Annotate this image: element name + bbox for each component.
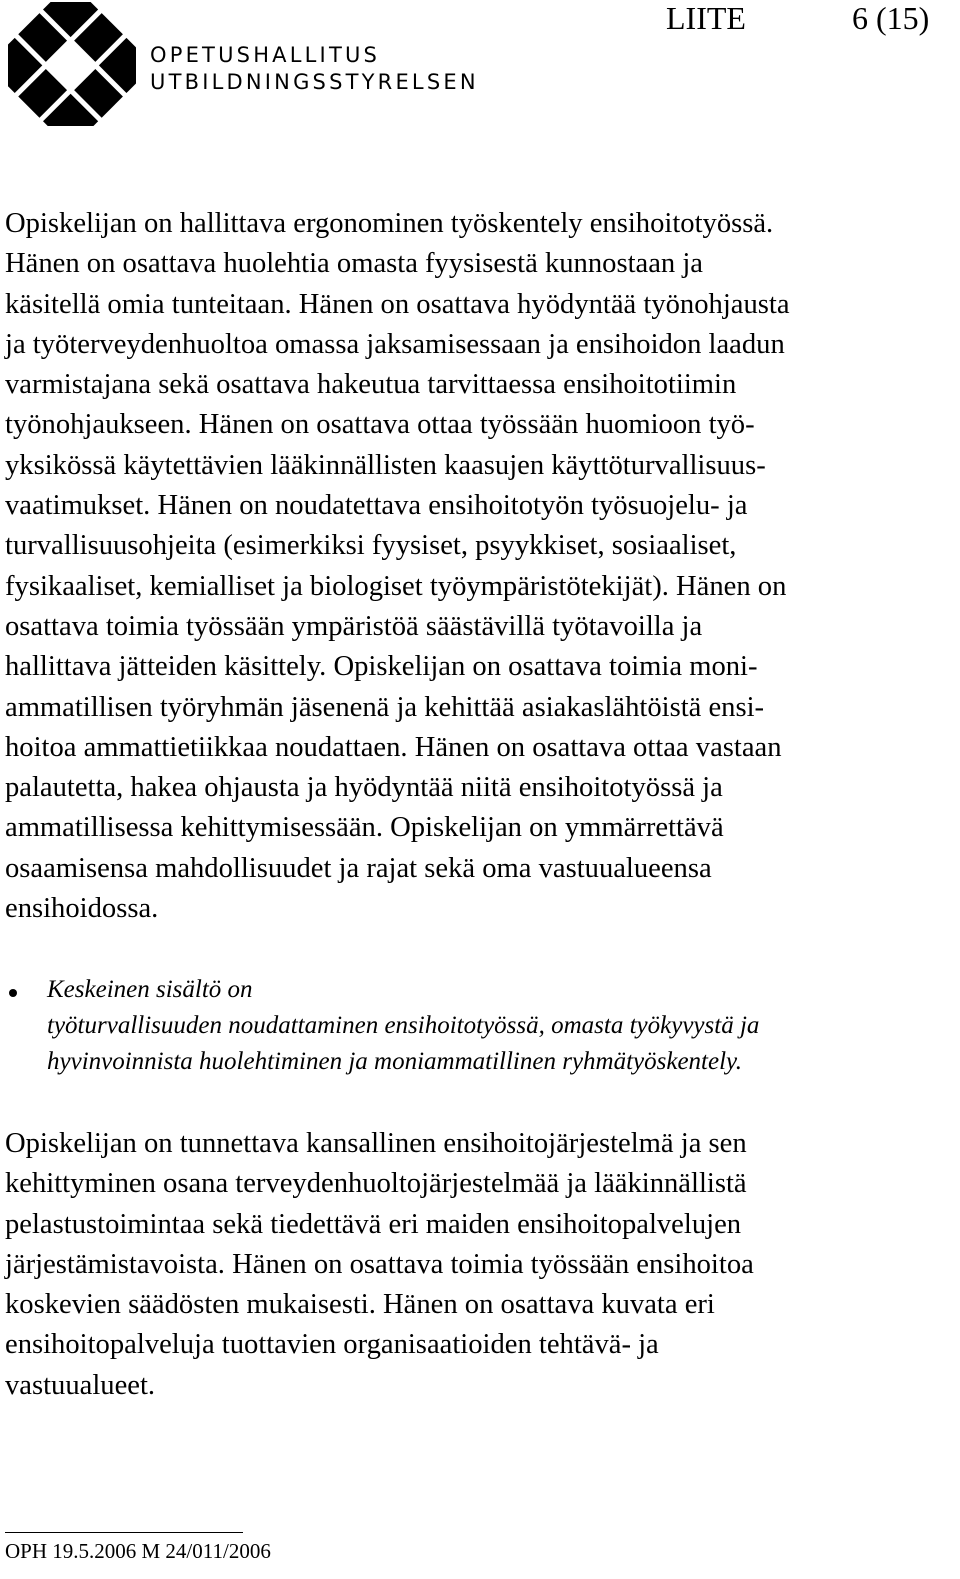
footer-reference: OPH 19.5.2006 M 24/011/2006 bbox=[5, 1539, 271, 1563]
text-line: hoitoa ammattietiikkaa noudattaen. Hänen on osattava ottaa vastaan bbox=[5, 731, 782, 763]
key-content-line: työturvallisuuden noudattaminen ensihoitotyössä, omasta työkyvystä ja bbox=[47, 1012, 760, 1039]
text-line: kehittyminen osana terveydenhuoltojärjestelmää ja lääkinnällistä bbox=[5, 1168, 747, 1200]
paragraph-emergency-care-system bbox=[5, 1124, 955, 1406]
text-line: Hänen on osattava huolehtia omasta fyysisestä kunnostaan ja bbox=[5, 248, 703, 280]
text-line: varmistajana sekä osattava hakeutua tarvittaessa ensihoitotiimin bbox=[5, 369, 737, 401]
footer-divider bbox=[5, 1532, 243, 1533]
organization-name-finnish: OPETUSHALLITUS bbox=[150, 43, 381, 67]
bullet-dot-icon bbox=[9, 989, 17, 997]
paragraph-ergonomics bbox=[5, 204, 955, 929]
text-line: järjestämistavoista. Hänen on osattava toimia työssään ensihoitoa bbox=[5, 1248, 754, 1280]
text-line: käsitellä omia tunteitaan. Hänen on osattava hyödyntää työnohjausta bbox=[5, 288, 790, 320]
text-line: vastuualueet. bbox=[5, 1369, 156, 1401]
text-line: vaatimukset. Hänen on noudatettava ensihoitotyön työsuojelu- ja bbox=[5, 490, 748, 522]
text-line: pelastustoimintaa sekä tiedettävä eri maiden ensihoitopalvelujen bbox=[5, 1208, 742, 1240]
opetushallitus-diamond-logo-icon bbox=[8, 2, 136, 126]
text-line: osattava toimia työssään ympäristöä säästävillä työtavoilla ja bbox=[5, 610, 703, 642]
text-line: työnohjaukseen. Hänen on osattava ottaa työssään huomioon työ- bbox=[5, 409, 755, 441]
text-line: fysikaaliset, kemialliset ja biologiset työympäristötekijät). Hänen on bbox=[5, 570, 787, 602]
text-line: ensihoitopalveluja tuottavien organisaatioiden tehtävä- ja bbox=[5, 1329, 659, 1361]
text-line: Opiskelijan on hallittava ergonominen työskentely ensihoitotyössä. bbox=[5, 208, 774, 239]
text-line: koskevien säädösten mukaisesti. Hänen on osattava kuvata eri bbox=[5, 1289, 715, 1321]
appendix-label: LIITE bbox=[666, 0, 746, 36]
text-line: palautetta, hakea ohjausta ja hyödyntää niitä ensihoitotyössä ja bbox=[5, 772, 723, 804]
text-line: ensihoidossa. bbox=[5, 893, 159, 925]
key-content-text bbox=[47, 972, 759, 1080]
text-line: Opiskelijan on tunnettava kansallinen ensihoitojärjestelmä ja sen bbox=[5, 1128, 747, 1159]
key-content-line: hyvinvoinnista huolehtiminen ja moniammatillinen ryhmätyöskentely. bbox=[47, 1048, 743, 1075]
text-line: yksikössä käytettävien lääkinnällisten kaasujen käyttöturvallisuus- bbox=[5, 449, 766, 481]
text-line: osaamisensa mahdollisuudet ja rajat sekä oma vastuualueensa bbox=[5, 852, 712, 884]
text-line: turvallisuusohjeita (esimerkiksi fyysiset, psyykkiset, sosiaaliset, bbox=[5, 530, 737, 562]
organization-name-swedish: UTBILDNINGSSTYRELSEN bbox=[150, 70, 479, 94]
text-line: hallittava jätteiden käsittely. Opiskelijan on osattava toimia moni- bbox=[5, 651, 758, 683]
text-line: ja työterveydenhuoltoa omassa jaksamisessaan ja ensihoidon laadun bbox=[5, 328, 785, 360]
text-line: ammatillisessa kehittymisessään. Opiskelijan on ymmärrettävä bbox=[5, 812, 724, 844]
text-line: ammatillisen työryhmän jäsenenä ja kehittää asiakaslähtöistä ensi- bbox=[5, 691, 765, 723]
page-number: 6 (15) bbox=[852, 0, 930, 36]
key-content-heading: Keskeinen sisältö on bbox=[47, 976, 253, 1003]
